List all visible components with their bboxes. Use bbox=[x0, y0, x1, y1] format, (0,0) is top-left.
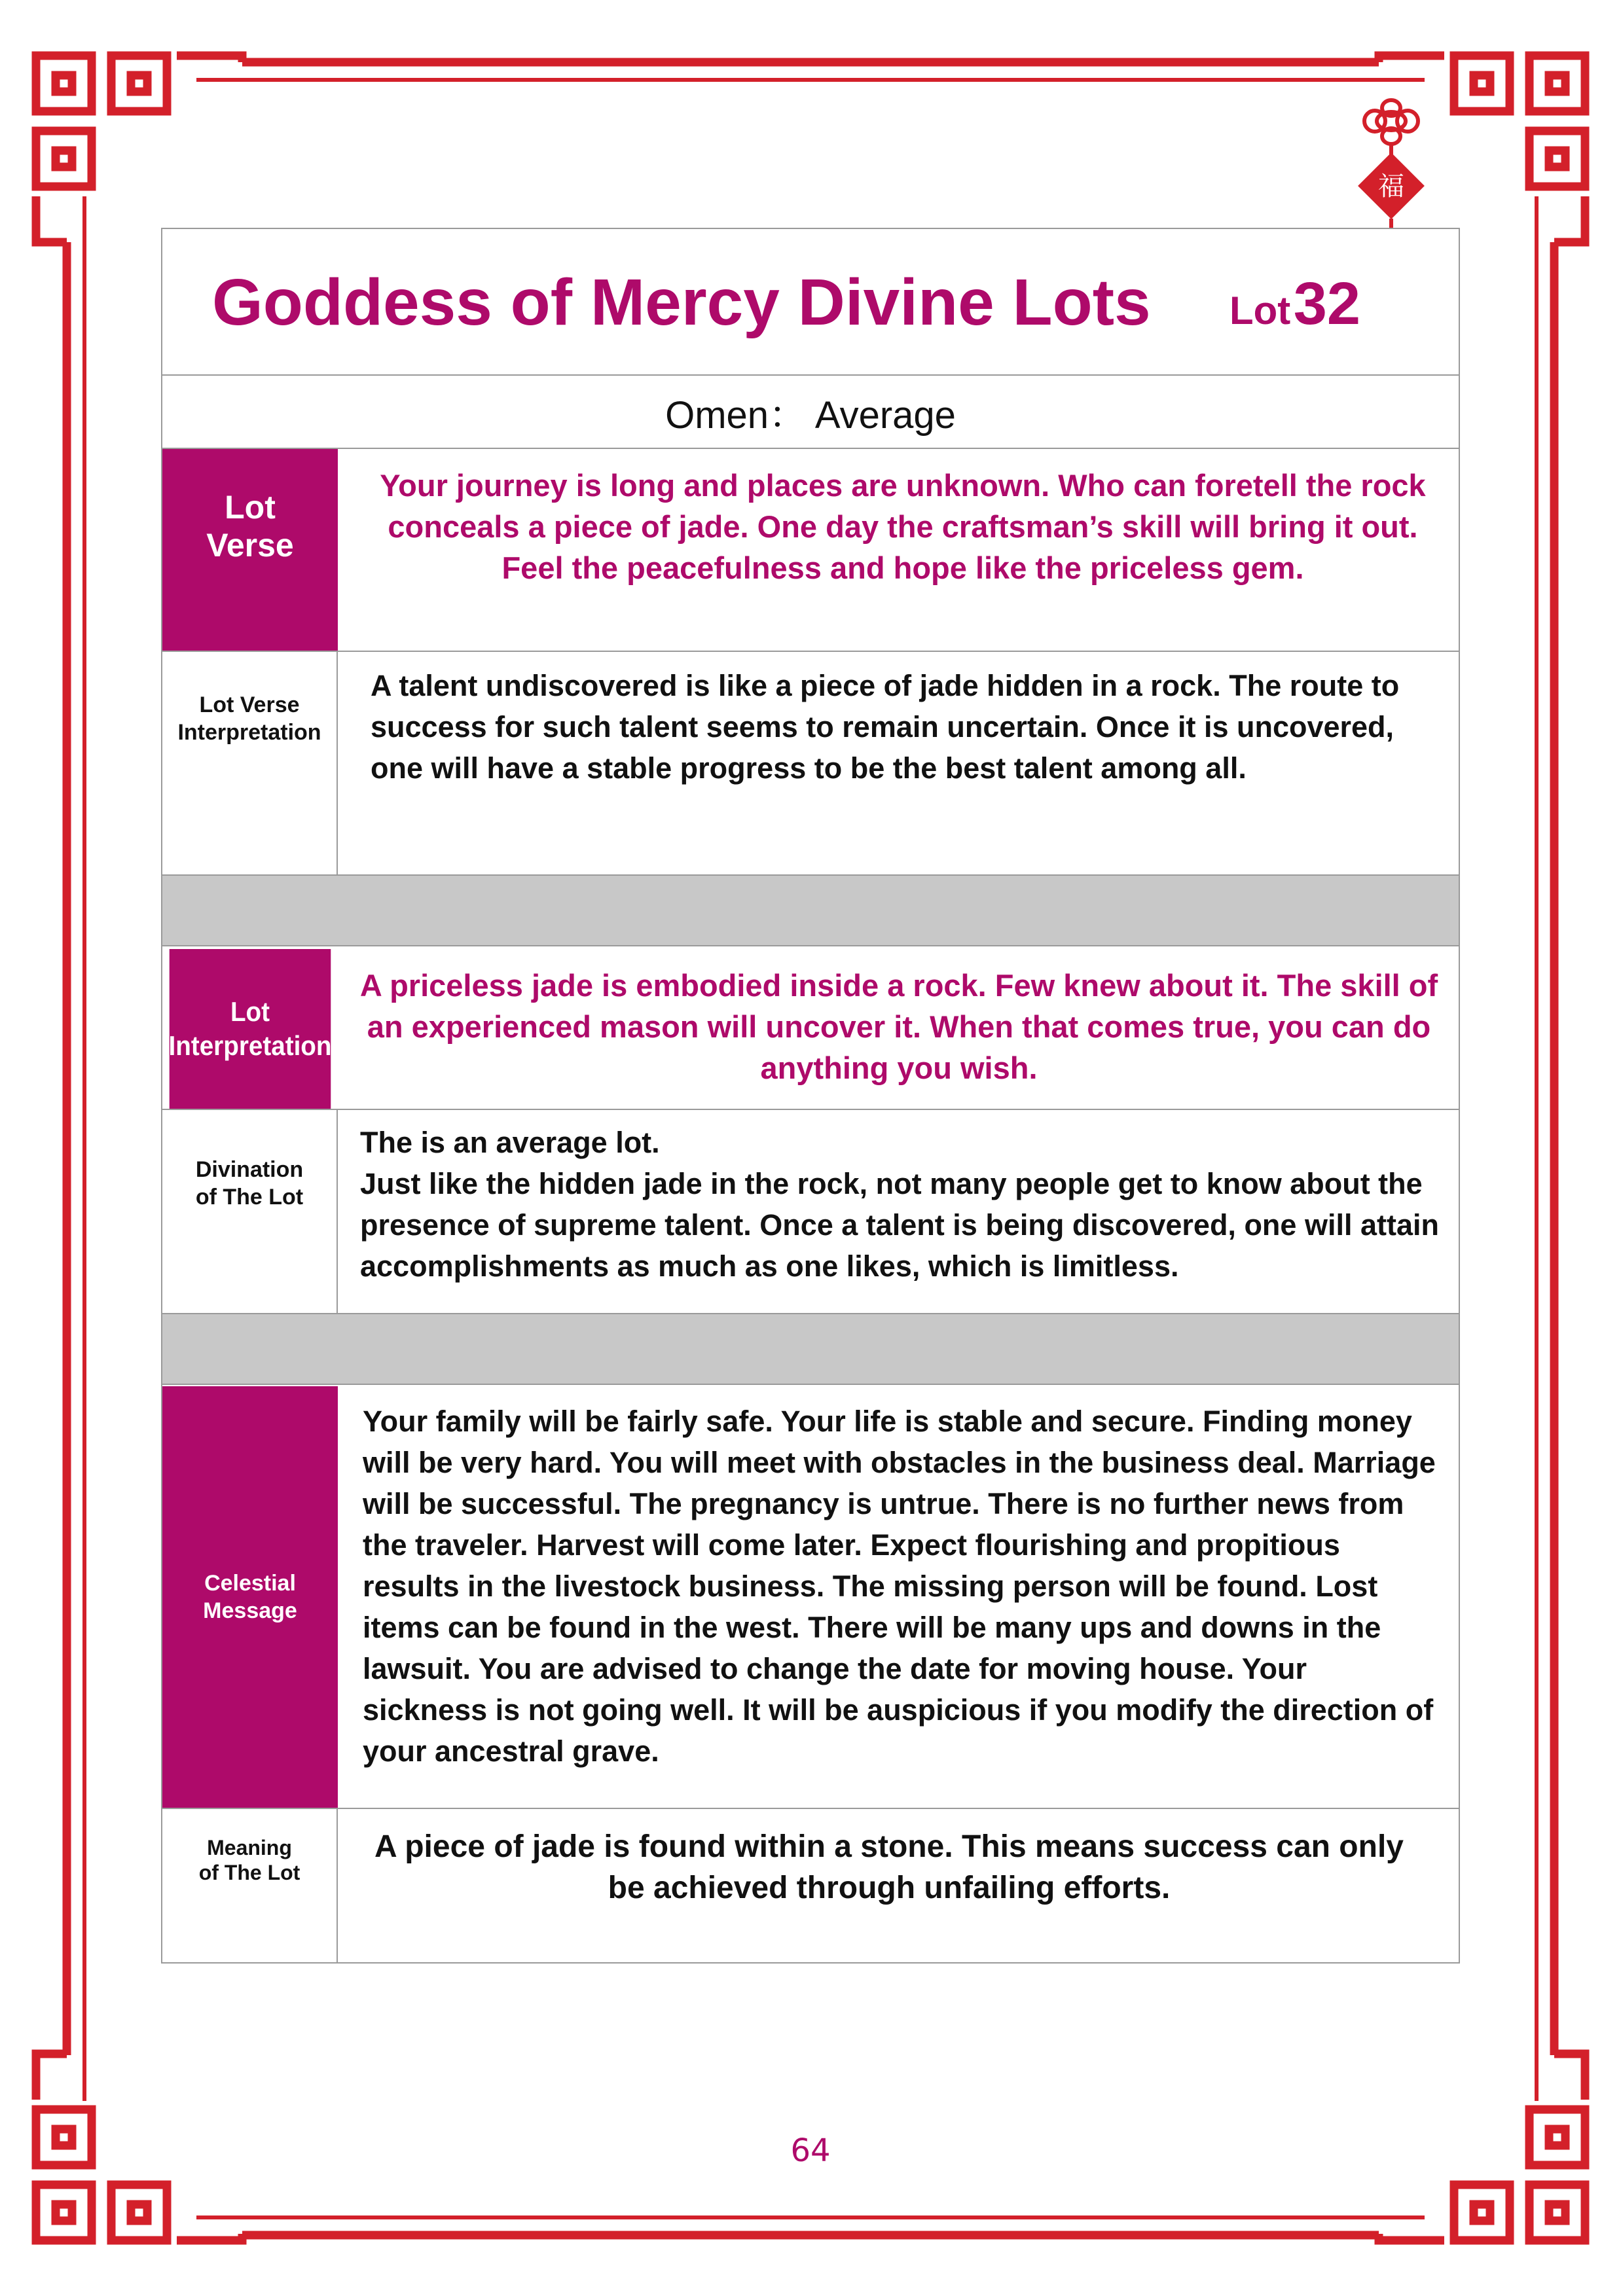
lot-verse-interpretation-text: A talent undiscovered is like a piece of jade hidden in a rock. The route to success for such talent seems to remain uncertain. Once it is uncovered, one will have a stable progress to be the best talent among all. bbox=[371, 669, 1400, 785]
meaning-label: Meaning of The Lot bbox=[162, 1809, 338, 1962]
corner-fret-bottom-right bbox=[1379, 2054, 1585, 2240]
celestial-message-label: Celestial Message bbox=[162, 1386, 338, 1808]
lot-label bbox=[1229, 270, 1360, 338]
corner-fret-top-left bbox=[36, 56, 242, 242]
omen-row bbox=[162, 376, 1459, 448]
meaning-text: A piece of jade is found within a stone. This means success can only be achieved through unfailing efforts. bbox=[374, 1829, 1404, 1905]
divination-body: Just like the hidden jade in the rock, not many people get to know about the presence of supreme talent. Once a talent is being discovered, one will attain accomplishments as much as one likes, which is limitless. bbox=[360, 1167, 1439, 1283]
omen-text: Omen： Average bbox=[665, 394, 956, 437]
celestial-message-text: Your family will be fairly safe. Your life is stable and secure. Finding money will be very hard. You will meet with obstacles in the business deal. Marriage will be successful. The pregnancy is untrue. There is no further news from the traveler. Harvest will come later. Expect flourishing and propitious results in the livestock business. The missing person will be found. Lost items can be found in the west. There will be many ups and downs in the lawsuit. You are advised to change the date for moving house. Your sickness is not going well. It will be auspicious if you modify the direction of your ancestral grave. bbox=[363, 1405, 1436, 1768]
lot-verse-interpretation-label: Lot Verse Interpretation bbox=[162, 652, 338, 876]
lot-interpretation-text: A priceless jade is embodied inside a rock. Few knew about it. The skill of an experienced mason will uncover it. When that comes true, you can do anything you wish. bbox=[359, 968, 1438, 1085]
lot-verse-text: Your journey is long and places are unknown. Who can foretell the rock conceals a piece of jade. One day the craftsman’s skill will bring it out. Feel the peacefulness and hope like the priceless gem. bbox=[380, 468, 1426, 585]
lot-number: 32 bbox=[1293, 270, 1361, 337]
page-number: 64 bbox=[790, 2132, 831, 2169]
lot-interpretation-label: Lot Interpretation bbox=[170, 949, 331, 1109]
divination-text bbox=[360, 1122, 1453, 1287]
section-divider-2 bbox=[161, 1313, 1460, 1385]
divination-label: Divination of The Lot bbox=[162, 1110, 338, 1314]
page-title: Goddess of Mercy Divine Lots bbox=[212, 266, 1151, 339]
divination-line-1: The is an average lot. bbox=[360, 1126, 660, 1159]
lot-verse-label: Lot Verse bbox=[162, 449, 338, 651]
fu-character: 福 bbox=[1378, 171, 1404, 202]
lot-prefix: Lot bbox=[1229, 289, 1291, 332]
section-divider-1 bbox=[161, 874, 1460, 946]
corner-fret-bottom-left bbox=[36, 2054, 242, 2240]
lot-card bbox=[161, 228, 1460, 1964]
